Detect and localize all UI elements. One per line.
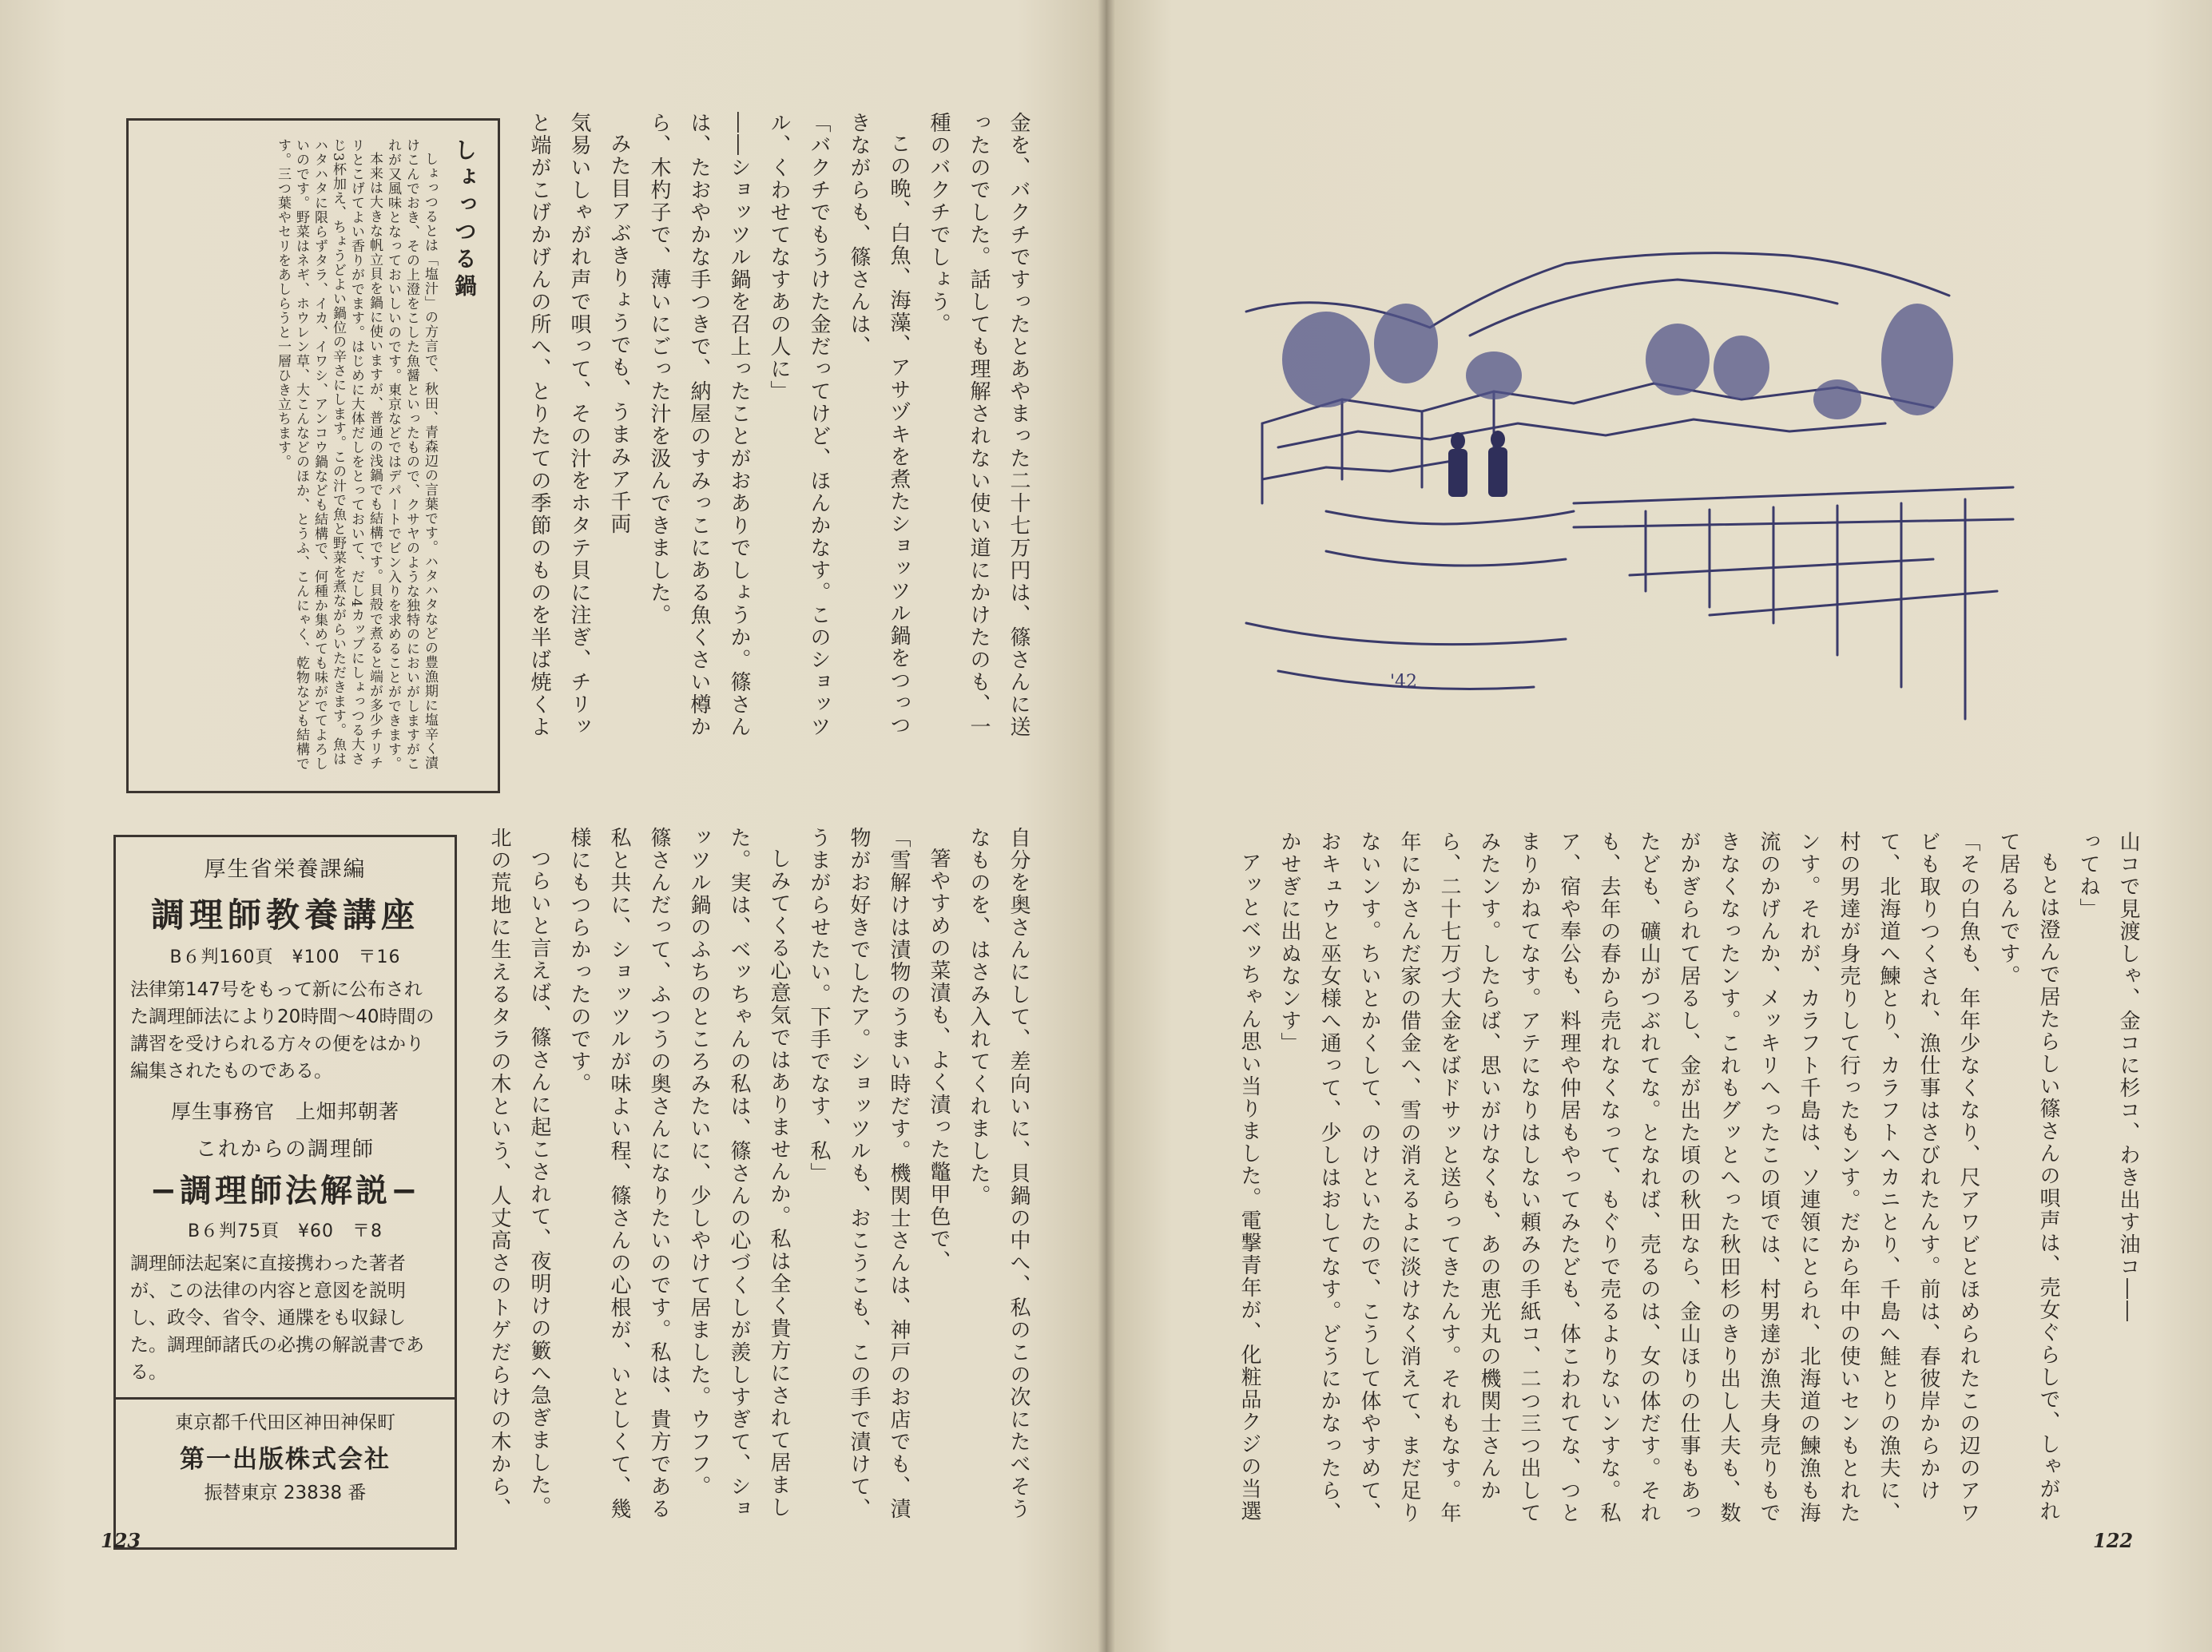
right-body-text: [1170, 831, 2148, 1534]
sidebar-paragraph: しょっつるとは「塩汁」の方言で、秋田、青森辺の言葉です。ハタハタなどの豊漁期に塩辛く漬けこんでおき、その上澄をこした魚醤といったもので、クサヤのような独特のにおいがしますがこれが又風味となっておいしいのです。東京などではデパートでビン入りを求めることができます。: [385, 138, 438, 771]
illustration-signature: '42: [1390, 672, 1418, 692]
ad-author: 厚生事務官 上畑邦朝著: [170, 1100, 399, 1123]
tree-washes: [1282, 304, 1953, 419]
sidebar-title: しょっつる鍋: [451, 138, 478, 301]
ad-description-2: 調理師法起案に直接携わった著者が、この法律の内容と意図を説明し、政令、省令、通牒をも収録した。調理師諸氏の必携の解説書である。: [130, 1253, 424, 1383]
ad-title-1: 調理師教養講座: [150, 895, 419, 935]
paragraph: 「その白魚も、年年少なくなり、尺アワビとほめられたこの辺のアワビも取りつくされ、漁仕事はさびれたんす。前は、春彼岸からかけて、北海道へ鰊とり、カラフトへカニとり、千島へ鮭とりの漁夫に、村の男達が身売りして行ったもンす。だから年中の使いセンもとれたンす。それが、カラフト千島は、ソ連領にとられ、北海道の鰊漁も海流のかげんか、メッキリへったこの頃では、村男達が漁夫身売りもできなくなったンす。これもグッとへった秋田杉のきり出し人夫も、数がかぎられて居るし、金が出た頃の秋田なら、金山ほりの仕事もあったども、礦山がつぶれてな。となれば、売るのは、女の体だす。それも、去年の春から売れなくなって、もぐりで売るよりないンすな。私ア、宿や奉公も、料理や仲居もやってみたども、体こわれてな、つとまりかねてなす。アテになりはしない頼みの手紙コ、二つ三つ出してみたンす。したらば、思いがけなくも、あの恵光丸の機関士さんから、二十七万づ大金をばドサッと送らってきたんす。それもなす。年年にかさんだ家の借金へ、雪の消えるよに淡けなく消えて、まだ足りないンす。ちいとかくして、のけといたので、こうして体やすめて、おキュウと巫女様へ通って、少しはおしてなす。どうにかなったら、かせぎに出ぬなンす」: [1277, 831, 1980, 1524]
paragraph: みた目アぶきりょうでも、うまみア千両: [607, 133, 631, 535]
paragraph: 篠さんだって、ふつうの奥さんになりたいのです。私は、貴方である私と共に、ショッツルが味よい程、篠さんの心根が、いとしくて、幾様にもつらかったのです。: [567, 827, 671, 1520]
page-number-left: 123: [101, 1529, 141, 1552]
ad-spec-2: B６判75頁 ¥60 〒8: [187, 1221, 383, 1241]
paragraph: しみてくる心意気ではありませんか。私は全く貴方にされて居ました。実は、ベッちゃんの私は、篠さんの心づくしが羨しすぎて、ショッツル鍋のふちのところみたいに、少しやけて居ました。ウフフ。: [687, 827, 791, 1520]
ad-publisher: 第一出版株式会社: [180, 1445, 391, 1474]
sidebar-text: [141, 138, 439, 773]
paragraph: 山コで見渡しゃ、金コに杉コ、わき出す油コ――: [2116, 831, 2140, 1323]
ad-title-2: −調理師法解説−: [149, 1173, 421, 1209]
ad-spec-1: B６判160頁 ¥100 〒16: [169, 947, 401, 967]
paragraph: もとは澄んで居たらしい篠さんの唄声は、売女ぐらしで、しゃがれて居るんです。: [1996, 831, 2060, 1523]
paragraph: アッとベッちゃん思い当りました。電撃青年が、化粧品クジの当選: [1237, 852, 1261, 1523]
paragraph: つらいと言えば、篠さんに起こされて、夜明けの籔へ急ぎました。北の荒地に生えるタラの木という、人丈高さのトゲだらけの木から、: [487, 827, 551, 1520]
paragraph: ってね」: [2076, 831, 2100, 920]
paragraph: 「バクチでもうけた金だってけど、ほんかなす。このショッツル、くわせてなすあの人に」: [767, 112, 831, 738]
ad-description-1: 法律第147号をもって新に公布された調理師法により20時間～40時間の講習を受けられる方々の便をはかり編集されたものである。: [130, 979, 435, 1082]
paragraph: この晩、白魚、海藻、アサヅキを煮たショッツル鍋をつっつきながらも、篠さんは、: [847, 112, 911, 737]
ad-address: 東京都千代田区神田神保町: [175, 1412, 395, 1433]
ad-subtitle-2: これからの調理師: [195, 1138, 375, 1162]
ad-divider: [116, 1397, 455, 1400]
paragraph: 気易いしゃがれ声で唄って、その汁をホタテ貝に注ぎ、チリッと端がこげかげんの所へ、とりたての季節のものを半ば焼くよ: [527, 112, 591, 738]
paragraph: 箸やすめの菜漬も、よく漬った鼈甲色で、: [927, 848, 951, 1273]
paragraph: 金を、バクチですったとあやまった二十七万円は、篠さんに送ったのでした。話しても理解されない使い道にかけたのも、一種のバクチでしょう。: [927, 112, 1031, 738]
left-lower-body-text: [479, 827, 1038, 1530]
sidebar-box: [126, 118, 500, 793]
walking-figures: [1448, 431, 1507, 497]
book-advertisement: [113, 835, 457, 1550]
paragraph: 自分を奥さんにして、差向いに、貝鍋の中へ、私のこの次にたべそうなものを、はさみ入れてくれました。: [967, 827, 1031, 1520]
paragraph: 「雪解けは漬物のうまい時だす。機関士さんは、神戸のお店でも、漬物がお好きでしたア。ショッツルも、おこうこも、この手で漬けて、うまがらせたい。下手でなす、私」: [807, 827, 911, 1520]
sidebar-paragraph: 本来は大きな帆立貝を鍋に使いますが、普通の浅鍋でも結構です。貝殻で煮ると端が多少チリチリとこげてよい香りがでます。はじめに大体だしをとっておいて、だし4カップにしょっつる大さじ3杯加え、ちょうどよい鍋位の辛さにします。この汁で魚と野菜を煮ながらいただきます。魚はハタハタに限らずタラ、イカ、イワシ、アンコウ鍋なども結構で、何種か集めても味がでてよろしいのです。野菜はネギ、ホウレン草、大こんなどのほか、とうふ、こんにゃく、乾物なども結構です。三つ葉やセリをあしらうと一層ひき立ちます。: [275, 138, 383, 771]
ad-account: 振替東京 23838 番: [204, 1483, 367, 1503]
right-page: [1106, 0, 2212, 1652]
book-gutter: [1098, 0, 1115, 1652]
ad-editor: 厚生省栄養課編: [204, 857, 367, 882]
left-upper-body-text: [511, 112, 1038, 751]
village-illustration: [1230, 240, 2069, 735]
paragraph: ――ショッツル鍋を召上ったことがおありでしょうか。篠さんは、たおやかな手つきで、納屋のすみっこにある魚くさい樽から、木杓子で、薄いにごった汁を汲んできました。: [647, 112, 751, 738]
page-number-right: 122: [2093, 1529, 2134, 1552]
